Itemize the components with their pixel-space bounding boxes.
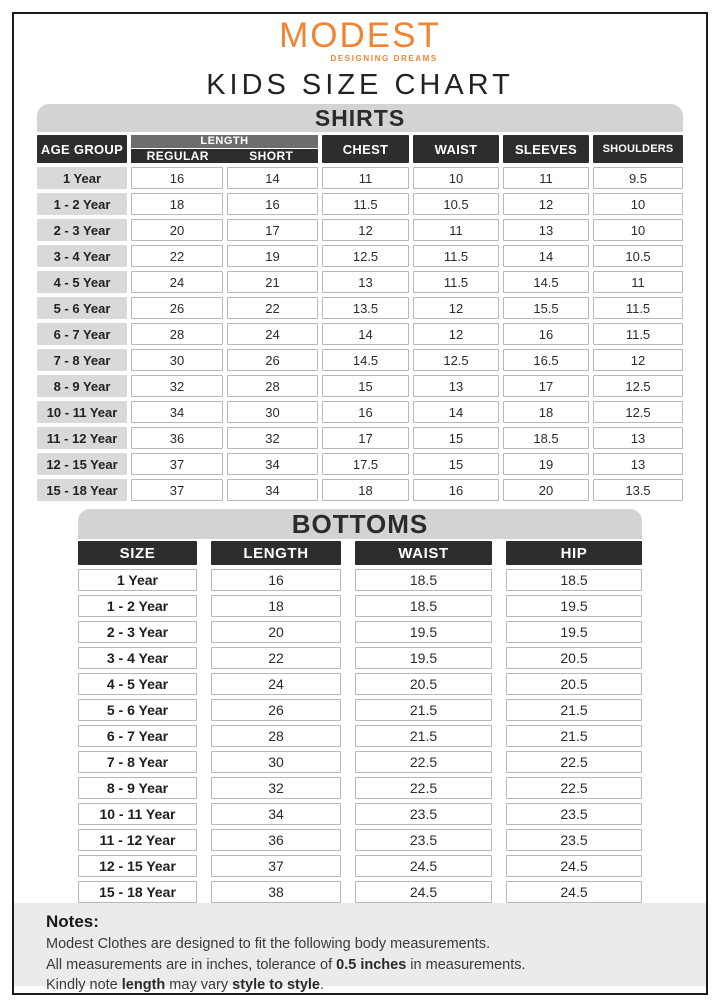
shirts-waist-cell: 11.5 xyxy=(413,245,499,267)
bottoms-table-row xyxy=(78,829,642,851)
bottoms-size-cell: 11 - 12 Year xyxy=(78,829,197,851)
shirts-regular-cell: 28 xyxy=(131,323,223,345)
bottoms-waist-cell: 22.5 xyxy=(355,777,492,799)
shirts-age-cell: 1 Year xyxy=(37,167,127,189)
bottoms-waist-cell: 21.5 xyxy=(355,725,492,747)
shirts-shoulders-cell: 10 xyxy=(593,219,683,241)
shirts-shoulders-cell: 10.5 xyxy=(593,245,683,267)
notes-line xyxy=(46,975,686,996)
shirts-waist-cell: 15 xyxy=(413,427,499,449)
shirts-chest-cell: 11.5 xyxy=(322,193,409,215)
notes-line xyxy=(46,934,686,955)
shirts-chest-cell: 16 xyxy=(322,401,409,423)
shirts-waist-cell: 16 xyxy=(413,479,499,501)
bottoms-size-cell: 15 - 18 Year xyxy=(78,881,197,903)
shirts-sleeves-cell: 19 xyxy=(503,453,589,475)
shirts-table-row xyxy=(37,297,683,319)
shirts-table-row xyxy=(37,219,683,241)
shirts-age-cell: 2 - 3 Year xyxy=(37,219,127,241)
notes-text-segment: in measurements. xyxy=(406,956,526,973)
shirts-sleeves-cell: 17 xyxy=(503,375,589,397)
notes-text-segment: Modest Clothes are designed to fit the following body measurements. xyxy=(46,936,491,952)
shirts-regular-cell: 18 xyxy=(131,193,223,215)
notes-lines xyxy=(46,934,686,996)
shirts-short-cell: 24 xyxy=(227,323,318,345)
notes-text-segment: Kindly note xyxy=(46,977,122,994)
bottoms-hip-cell: 22.5 xyxy=(506,751,642,773)
shirts-header-waist: WAIST xyxy=(413,135,499,163)
shirts-shoulders-cell: 12.5 xyxy=(593,375,683,397)
shirts-table-row xyxy=(37,245,683,267)
bottoms-waist-cell: 21.5 xyxy=(355,699,492,721)
shirts-regular-cell: 36 xyxy=(131,427,223,449)
bottoms-hip-cell: 20.5 xyxy=(506,647,642,669)
bottoms-waist-cell: 23.5 xyxy=(355,803,492,825)
shirts-waist-cell: 11.5 xyxy=(413,271,499,293)
bottoms-size-cell: 8 - 9 Year xyxy=(78,777,197,799)
shirts-table-row xyxy=(37,271,683,293)
bottoms-table-row xyxy=(78,621,642,643)
shirts-shoulders-cell: 13.5 xyxy=(593,479,683,501)
bottoms-size-cell: 7 - 8 Year xyxy=(78,751,197,773)
bottoms-length-cell: 16 xyxy=(211,569,341,591)
shirts-chest-cell: 13 xyxy=(322,271,409,293)
shirts-column-headers xyxy=(37,135,683,163)
shirts-table-body xyxy=(0,167,720,501)
shirts-header-length: LENGTH xyxy=(131,135,318,148)
shirts-header-length-group xyxy=(131,135,318,163)
bottoms-table-row xyxy=(78,803,642,825)
bottoms-length-cell: 20 xyxy=(211,621,341,643)
shirts-header-length-types xyxy=(131,149,318,163)
shirts-waist-cell: 12 xyxy=(413,297,499,319)
shirts-chest-cell: 14 xyxy=(322,323,409,345)
bottoms-size-cell: 4 - 5 Year xyxy=(78,673,197,695)
bottoms-length-cell: 37 xyxy=(211,855,341,877)
shirts-shoulders-cell: 9.5 xyxy=(593,167,683,189)
bottoms-waist-cell: 19.5 xyxy=(355,621,492,643)
bottoms-hip-cell: 18.5 xyxy=(506,569,642,591)
bottoms-waist-cell: 22.5 xyxy=(355,751,492,773)
shirts-regular-cell: 30 xyxy=(131,349,223,371)
shirts-sleeves-cell: 13 xyxy=(503,219,589,241)
bottoms-header-size: SIZE xyxy=(78,541,197,565)
shirts-header-sleeves: SLEEVES xyxy=(503,135,589,163)
shirts-chest-cell: 17.5 xyxy=(322,453,409,475)
bottoms-table-row xyxy=(78,881,642,903)
shirts-regular-cell: 22 xyxy=(131,245,223,267)
shirts-regular-cell: 24 xyxy=(131,271,223,293)
shirts-chest-cell: 12.5 xyxy=(322,245,409,267)
shirts-sleeves-cell: 20 xyxy=(503,479,589,501)
shirts-age-cell: 10 - 11 Year xyxy=(37,401,127,423)
shirts-chest-cell: 17 xyxy=(322,427,409,449)
shirts-table-row xyxy=(37,479,683,501)
shirts-age-cell: 6 - 7 Year xyxy=(37,323,127,345)
shirts-waist-cell: 10.5 xyxy=(413,193,499,215)
bottoms-waist-cell: 19.5 xyxy=(355,647,492,669)
bottoms-table-row xyxy=(78,647,642,669)
bottoms-table-body xyxy=(0,569,720,903)
bottoms-table-row xyxy=(78,569,642,591)
bottoms-length-cell: 28 xyxy=(211,725,341,747)
bottoms-length-cell: 32 xyxy=(211,777,341,799)
shirts-section xyxy=(0,104,720,501)
bottoms-size-cell: 6 - 7 Year xyxy=(78,725,197,747)
bottoms-table-row xyxy=(78,751,642,773)
notes-text-segment: All measurements are in inches, tolerance of xyxy=(46,956,337,973)
brand-name: MODEST xyxy=(279,16,441,55)
shirts-regular-cell: 16 xyxy=(131,167,223,189)
shirts-sleeves-cell: 15.5 xyxy=(503,297,589,319)
shirts-regular-cell: 37 xyxy=(131,453,223,475)
shirts-shoulders-cell: 13 xyxy=(593,427,683,449)
bottoms-header-hip: HIP xyxy=(506,541,642,565)
notes-text-segment: . xyxy=(320,977,325,994)
bottoms-waist-cell: 18.5 xyxy=(355,595,492,617)
page-title: KIDS SIZE CHART xyxy=(206,69,514,101)
bottoms-hip-cell: 19.5 xyxy=(506,621,642,643)
brand-tagline: DESIGNING DREAMS xyxy=(330,54,438,63)
shirts-age-cell: 4 - 5 Year xyxy=(37,271,127,293)
bottoms-waist-cell: 24.5 xyxy=(355,855,492,877)
bottoms-length-cell: 30 xyxy=(211,751,341,773)
shirts-shoulders-cell: 10 xyxy=(593,193,683,215)
notes-text-segment: length xyxy=(121,977,166,994)
shirts-regular-cell: 37 xyxy=(131,479,223,501)
bottoms-hip-cell: 21.5 xyxy=(506,725,642,747)
shirts-short-cell: 21 xyxy=(227,271,318,293)
shirts-age-cell: 11 - 12 Year xyxy=(37,427,127,449)
shirts-header-short: SHORT xyxy=(249,149,294,163)
notes-text-segment: 0.5 inches xyxy=(336,956,407,973)
notes-text-segment: style to style xyxy=(232,977,320,994)
shirts-sleeves-cell: 16.5 xyxy=(503,349,589,371)
shirts-age-cell: 1 - 2 Year xyxy=(37,193,127,215)
shirts-shoulders-cell: 11.5 xyxy=(593,323,683,345)
bottoms-table-row xyxy=(78,725,642,747)
shirts-waist-cell: 11 xyxy=(413,219,499,241)
shirts-short-cell: 22 xyxy=(227,297,318,319)
shirts-table-row xyxy=(37,349,683,371)
shirts-table-row xyxy=(37,167,683,189)
shirts-waist-cell: 10 xyxy=(413,167,499,189)
bottoms-waist-cell: 23.5 xyxy=(355,829,492,851)
shirts-age-cell: 7 - 8 Year xyxy=(37,349,127,371)
bottoms-length-cell: 24 xyxy=(211,673,341,695)
shirts-chest-cell: 12 xyxy=(322,219,409,241)
bottoms-section xyxy=(0,509,720,903)
bottoms-length-cell: 38 xyxy=(211,881,341,903)
bottoms-length-cell: 18 xyxy=(211,595,341,617)
bottoms-length-cell: 34 xyxy=(211,803,341,825)
bottoms-size-cell: 3 - 4 Year xyxy=(78,647,197,669)
bottoms-hip-cell: 21.5 xyxy=(506,699,642,721)
shirts-sleeves-cell: 14.5 xyxy=(503,271,589,293)
shirts-sleeves-cell: 12 xyxy=(503,193,589,215)
bottoms-size-cell: 10 - 11 Year xyxy=(78,803,197,825)
shirts-shoulders-cell: 13 xyxy=(593,453,683,475)
shirts-sleeves-cell: 18.5 xyxy=(503,427,589,449)
shirts-table-row xyxy=(37,375,683,397)
shirts-table-row xyxy=(37,427,683,449)
shirts-regular-cell: 20 xyxy=(131,219,223,241)
shirts-waist-cell: 12.5 xyxy=(413,349,499,371)
notes-title: Notes: xyxy=(46,912,99,931)
shirts-age-cell: 3 - 4 Year xyxy=(37,245,127,267)
shirts-sleeves-cell: 16 xyxy=(503,323,589,345)
bottoms-hip-cell: 23.5 xyxy=(506,829,642,851)
brand-header xyxy=(0,0,720,102)
shirts-short-cell: 34 xyxy=(227,453,318,475)
bottoms-size-cell: 12 - 15 Year xyxy=(78,855,197,877)
shirts-regular-cell: 34 xyxy=(131,401,223,423)
shirts-shoulders-cell: 12.5 xyxy=(593,401,683,423)
brand-logo xyxy=(279,18,441,63)
shirts-regular-cell: 32 xyxy=(131,375,223,397)
shirts-short-cell: 14 xyxy=(227,167,318,189)
bottoms-hip-cell: 20.5 xyxy=(506,673,642,695)
shirts-short-cell: 26 xyxy=(227,349,318,371)
shirts-shoulders-cell: 12 xyxy=(593,349,683,371)
bottoms-hip-cell: 23.5 xyxy=(506,803,642,825)
bottoms-header-waist: WAIST xyxy=(355,541,492,565)
notes-panel xyxy=(14,903,706,994)
shirts-chest-cell: 11 xyxy=(322,167,409,189)
bottoms-hip-cell: 24.5 xyxy=(506,855,642,877)
bottoms-table-row xyxy=(78,699,642,721)
bottoms-hip-cell: 24.5 xyxy=(506,881,642,903)
shirts-waist-cell: 12 xyxy=(413,323,499,345)
bottoms-table-row xyxy=(78,595,642,617)
bottoms-size-cell: 1 - 2 Year xyxy=(78,595,197,617)
bottoms-size-cell: 1 Year xyxy=(78,569,197,591)
bottoms-table-row xyxy=(78,777,642,799)
bottoms-section-header: BOTTOMS xyxy=(78,509,642,539)
shirts-header-chest: CHEST xyxy=(322,135,409,163)
shirts-section-header: SHIRTS xyxy=(37,104,683,132)
shirts-header-shoulders: SHOULDERS xyxy=(593,135,683,163)
shirts-short-cell: 17 xyxy=(227,219,318,241)
bottoms-table-row xyxy=(78,855,642,877)
shirts-chest-cell: 14.5 xyxy=(322,349,409,371)
shirts-short-cell: 28 xyxy=(227,375,318,397)
shirts-age-cell: 12 - 15 Year xyxy=(37,453,127,475)
shirts-age-cell: 15 - 18 Year xyxy=(37,479,127,501)
bottoms-size-cell: 2 - 3 Year xyxy=(78,621,197,643)
shirts-age-cell: 5 - 6 Year xyxy=(37,297,127,319)
bottoms-length-cell: 26 xyxy=(211,699,341,721)
shirts-sleeves-cell: 18 xyxy=(503,401,589,423)
shirts-shoulders-cell: 11 xyxy=(593,271,683,293)
shirts-shoulders-cell: 11.5 xyxy=(593,297,683,319)
shirts-table-row xyxy=(37,453,683,475)
notes-line xyxy=(46,955,686,976)
shirts-header-regular: REGULAR xyxy=(146,149,209,163)
shirts-chest-cell: 18 xyxy=(322,479,409,501)
bottoms-waist-cell: 24.5 xyxy=(355,881,492,903)
shirts-chest-cell: 13.5 xyxy=(322,297,409,319)
shirts-chest-cell: 15 xyxy=(322,375,409,397)
notes-text-segment: may vary xyxy=(165,977,233,994)
bottoms-header-length: LENGTH xyxy=(211,541,341,565)
shirts-short-cell: 32 xyxy=(227,427,318,449)
bottoms-table-row xyxy=(78,673,642,695)
bottoms-length-cell: 36 xyxy=(211,829,341,851)
shirts-regular-cell: 26 xyxy=(131,297,223,319)
bottoms-hip-cell: 19.5 xyxy=(506,595,642,617)
shirts-short-cell: 19 xyxy=(227,245,318,267)
bottoms-size-cell: 5 - 6 Year xyxy=(78,699,197,721)
bottoms-waist-cell: 18.5 xyxy=(355,569,492,591)
shirts-header-age-group: AGE GROUP xyxy=(37,135,127,163)
shirts-sleeves-cell: 14 xyxy=(503,245,589,267)
shirts-short-cell: 16 xyxy=(227,193,318,215)
shirts-short-cell: 34 xyxy=(227,479,318,501)
shirts-waist-cell: 14 xyxy=(413,401,499,423)
shirts-table-row xyxy=(37,401,683,423)
shirts-table-row xyxy=(37,323,683,345)
bottoms-hip-cell: 22.5 xyxy=(506,777,642,799)
shirts-waist-cell: 13 xyxy=(413,375,499,397)
bottoms-column-headers xyxy=(78,541,642,565)
bottoms-waist-cell: 20.5 xyxy=(355,673,492,695)
shirts-waist-cell: 15 xyxy=(413,453,499,475)
shirts-table-row xyxy=(37,193,683,215)
bottoms-length-cell: 22 xyxy=(211,647,341,669)
shirts-age-cell: 8 - 9 Year xyxy=(37,375,127,397)
shirts-sleeves-cell: 11 xyxy=(503,167,589,189)
shirts-short-cell: 30 xyxy=(227,401,318,423)
